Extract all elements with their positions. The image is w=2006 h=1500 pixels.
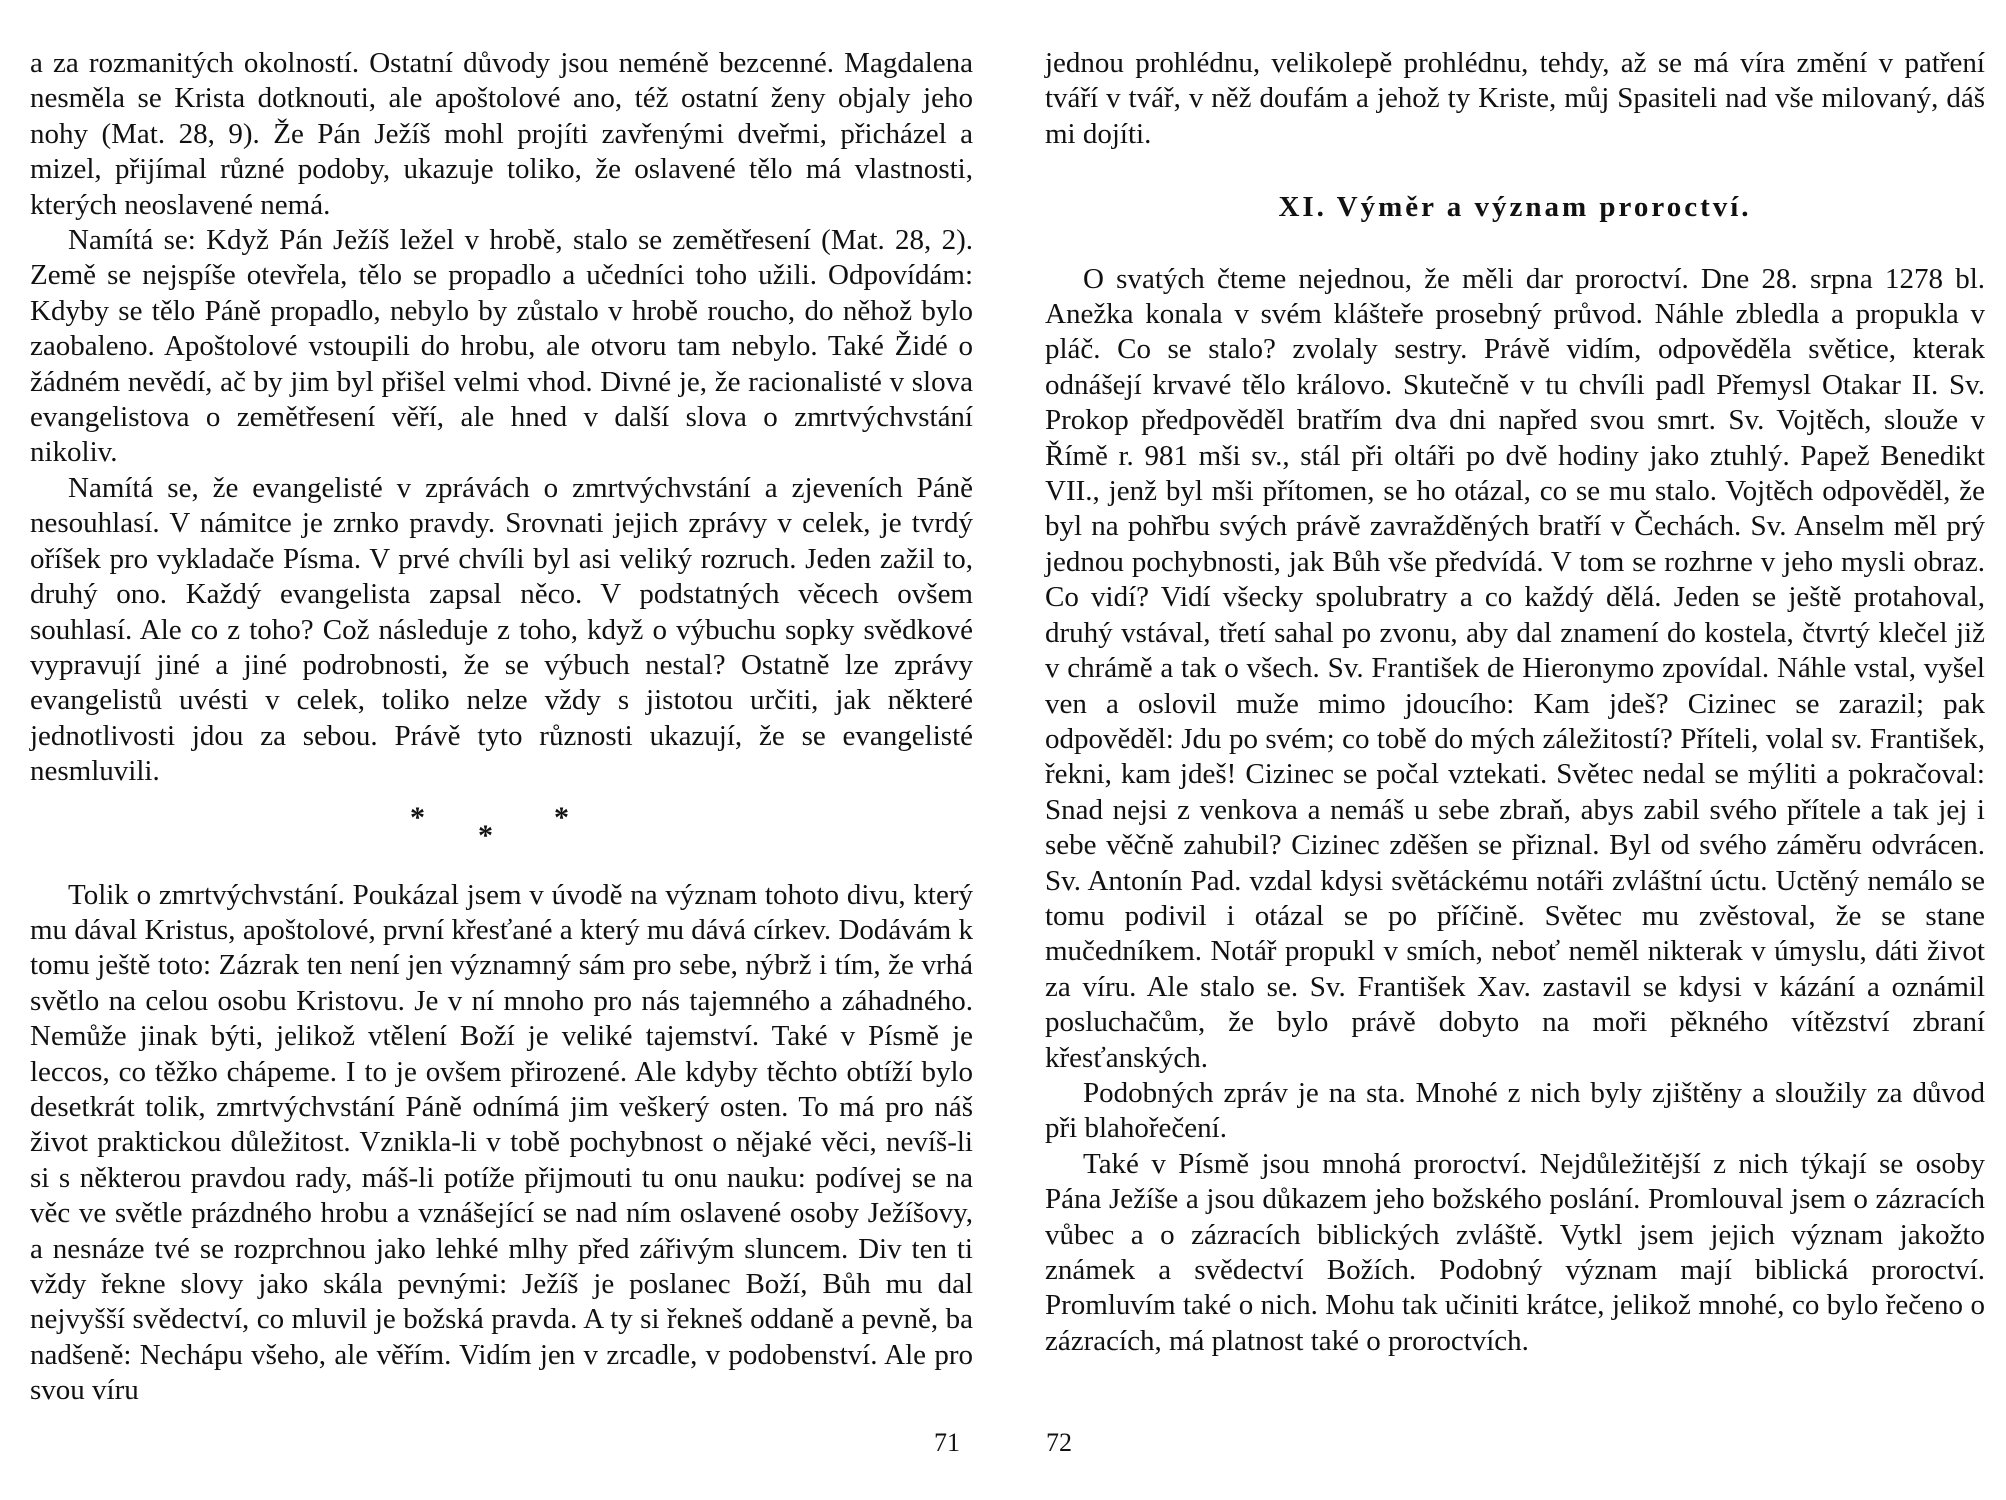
right-page-text-column	[1045, 46, 1985, 1359]
page-number: 72	[1046, 1428, 1072, 1457]
paragraph: Namítá se, že evangelisté v zprávách o zmrtvýchvstání a zjeveních Páně nesouhlasí. V námitce je zrnko pravdy. Srovnati jejich zprávy v celek, je tvrdý oříšek pro vykladače Písma. V prvé chvíli byl asi veliký rozruch. Jeden zažil to, druhý ono. Každý evangelista zapsal něco. V podstatných věcech ovšem souhlasí. Ale co z toho? Což následuje z toho, když o výbuchu sopky svědkové vypravují jiné a jiné podrobnosti, že se výbuch nestal? Ostatně lze zprávy evangelistů uvésti v celek, toliko nelze vždy s jistotou určiti, jak některé jednotlivosti jdou za sebou. Právě tyto různosti ukazují, že se evangelisté nesmluvili.	[30, 471, 973, 788]
left-page-text-column	[30, 46, 973, 1409]
paragraph: a za rozmanitých okolností. Ostatní důvody jsou neméně bezcenné. Magdalena nesměla se Krista dotknouti, ale apoštolové ano, též ostatní ženy objaly jeho nohy (Mat. 28, 9). Že Pán Ježíš mohl projíti zavřenými dveřmi, přicházel a mizel, přijímal různé podoby, ukazuje toliko, že oslavené tělo má vlastnosti, kterých neoslavené nemá.	[30, 47, 973, 221]
page-number: 71	[934, 1428, 960, 1457]
separator-asterisk: *	[478, 818, 493, 852]
paragraph: O svatých čteme nejednou, že měli dar proroctví. Dne 28. srpna 1278 bl. Anežka konala v svém klášteře prosebný průvod. Náhle zbledla a propukla v pláč. Co se stalo? zvolaly sestry. Právě vidím, odpověděla světice, kterak odnášejí krvavé tělo královo. Skutečně v tu chvíli padl Přemysl Otakar II. Sv. Prokop předpověděl bratřím dva dni napřed svou smrt. Sv. Vojtěch, slouže v Římě r. 981 mši sv., stál při oltáři po dvě hodiny jako ztuhlý. Papež Benedikt VII., jenž byl mši přítomen, se ho otázal, co se mu stalo. Vojtěch odpověděl, že byl na pohřbu svých právě zavražděných bratří v Čechách. Sv. Anselm měl prý jednou pochybnosti, jak Bůh vše předvídá. V tom se rozhrne v jeho mysli obraz. Co vidí? Vidí všecky spolubratry a co každý dělá. Jeden se ještě protahoval, druhý vstával, třetí sahal po zvonu, aby dal znamení do kostela, čtvrtý klečel již v chrámě a tak o všech. Sv. František de Hieronymo zpovídal. Náhle vstal, vyšel ven a oslovil muže mimo jdoucího: Kam jdeš? Cizinec se zarazil; pak odpověděl: Jdu po svém; co tobě do mých záležitostí? Příteli, volal sv. František, řekni, kam jdeš! Cizinec se počal vztekati. Světec nedal se mýliti a pokračoval: Snad nejsi z venkova a nemáš u sebe zbraň, abys zabil svého přítele a tak jej i sebe věčně zahubil? Cizinec zděšen se přiznal. Byl od svého záměru odvrácen. Sv. Antonín Pad. vzdal kdysi světáckému notáři zvláštní úctu. Uctěný nemálo se tomu podivil i otázal se po příčině. Světec mu zvěstoval, že se stane mučedníkem. Notář propukl v smích, neboť neměl nikterak v úmyslu, dáti život za víru. Ale stalo se. Sv. František Xav. zastavil se kdysi v kázání a oznámil posluchačům, že bylo právě dobyto na moři pěkného vítězství zbraní křesťanských.	[1045, 262, 1985, 1074]
separator-asterisk: *	[554, 800, 569, 834]
right-page	[1003, 0, 2006, 1500]
paragraph: Tolik o zmrtvýchvstání. Poukázal jsem v úvodě na význam tohoto divu, který mu dával Kristus, apoštolové, první křesťané a který mu dává církev. Dodávám k tomu ještě toto: Zázrak ten není jen významný sám pro sebe, nýbrž i tím, že vrhá světlo na celou osobu Kristovu. Je v ní mnoho pro nás tajemného a záhadného. Nemůže jinak býti, jelikož vtělení Boží je veliké tajemství. Také v Písmě je leccos, co těžko chápeme. I to je ovšem přirozené. Ale kdyby těchto obtíží bylo desetkrát tolik, zmrtvýchvstání Páně odnímá jim veškerý osten. To má pro náš život praktickou důležitost. Vznikla-li v tobě pochybnost o nějaké věci, nevíš-li si s některou pravdou rady, máš-li potíže přijmouti tu onu nauku: podívej se na věc ve světle prázdného hrobu a vznášející se nad ním oslavené osoby Ježíšovy, a nesnáze tvé se rozprchnou jako lehké mlhy před zářivým sluncem. Div ten ti vždy řekne slovy jako skála pevnými: Ježíš je poslanec Boží, Bůh mu dal nejvyšší svědectví, co mluvil je božská pravda. A ty si řekneš oddaně a pevně, ba nadšeně: Nechápu všeho, ale věřím. Vidím jen v zrcadle, v podobenství. Ale pro svou víru	[30, 878, 973, 1407]
chapter-heading: XI. Výměr a význam proroctví.	[1278, 191, 1752, 224]
paragraph: Také v Písmě jsou mnohá proroctví. Nejdůležitější z nich týkají se osoby Pána Ježíše a jsou důkazem jeho božského poslání. Promlouval jsem o zázracích vůbec a o zázracích biblických zvláště. Vytkl jsem jejich význam jakožto známek a svědectví Božích. Podobný význam mají biblická proroctví. Promluvím také o nich. Mohu tak učiniti krátce, jelikož mnohé, co bylo řečeno o zázracích, má platnost také o proroctvích.	[1045, 1147, 1985, 1357]
paragraph: Namítá se: Když Pán Ježíš ležel v hrobě, stalo se zemětřesení (Mat. 28, 2). Země se nejspíše otevřela, tělo se propadlo a učedníci toho užili. Odpovídám: Kdyby se tělo Páně propadlo, nebylo by zůstalo v hrobě roucho, do něhož bylo zaobaleno. Apoštolové vstoupili do hrobu, ale otvoru tam nebylo. Také Židé o žádném nevědí, ač by jim byl přišel velmi vhod. Divné je, že racionalisté v slova evangelistova o zemětřesení věří, ale hned v další slova o zmrtvýchvstání nikoliv.	[30, 224, 973, 469]
separator-asterisk: *	[410, 800, 425, 834]
paragraph: Podobných zpráv je na sta. Mnohé z nich byly zjištěny a sloužily za důvod při blahořečení.	[1045, 1076, 1985, 1145]
section-separator	[30, 800, 973, 864]
paragraph: jednou prohlédnu, velikolepě prohlédnu, tehdy, až se má víra změní v patření tváří v tvář, v něž doufám a jehož ty Kriste, můj Spasiteli nad vše milovaný, dáš mi dojíti.	[1045, 47, 1985, 150]
